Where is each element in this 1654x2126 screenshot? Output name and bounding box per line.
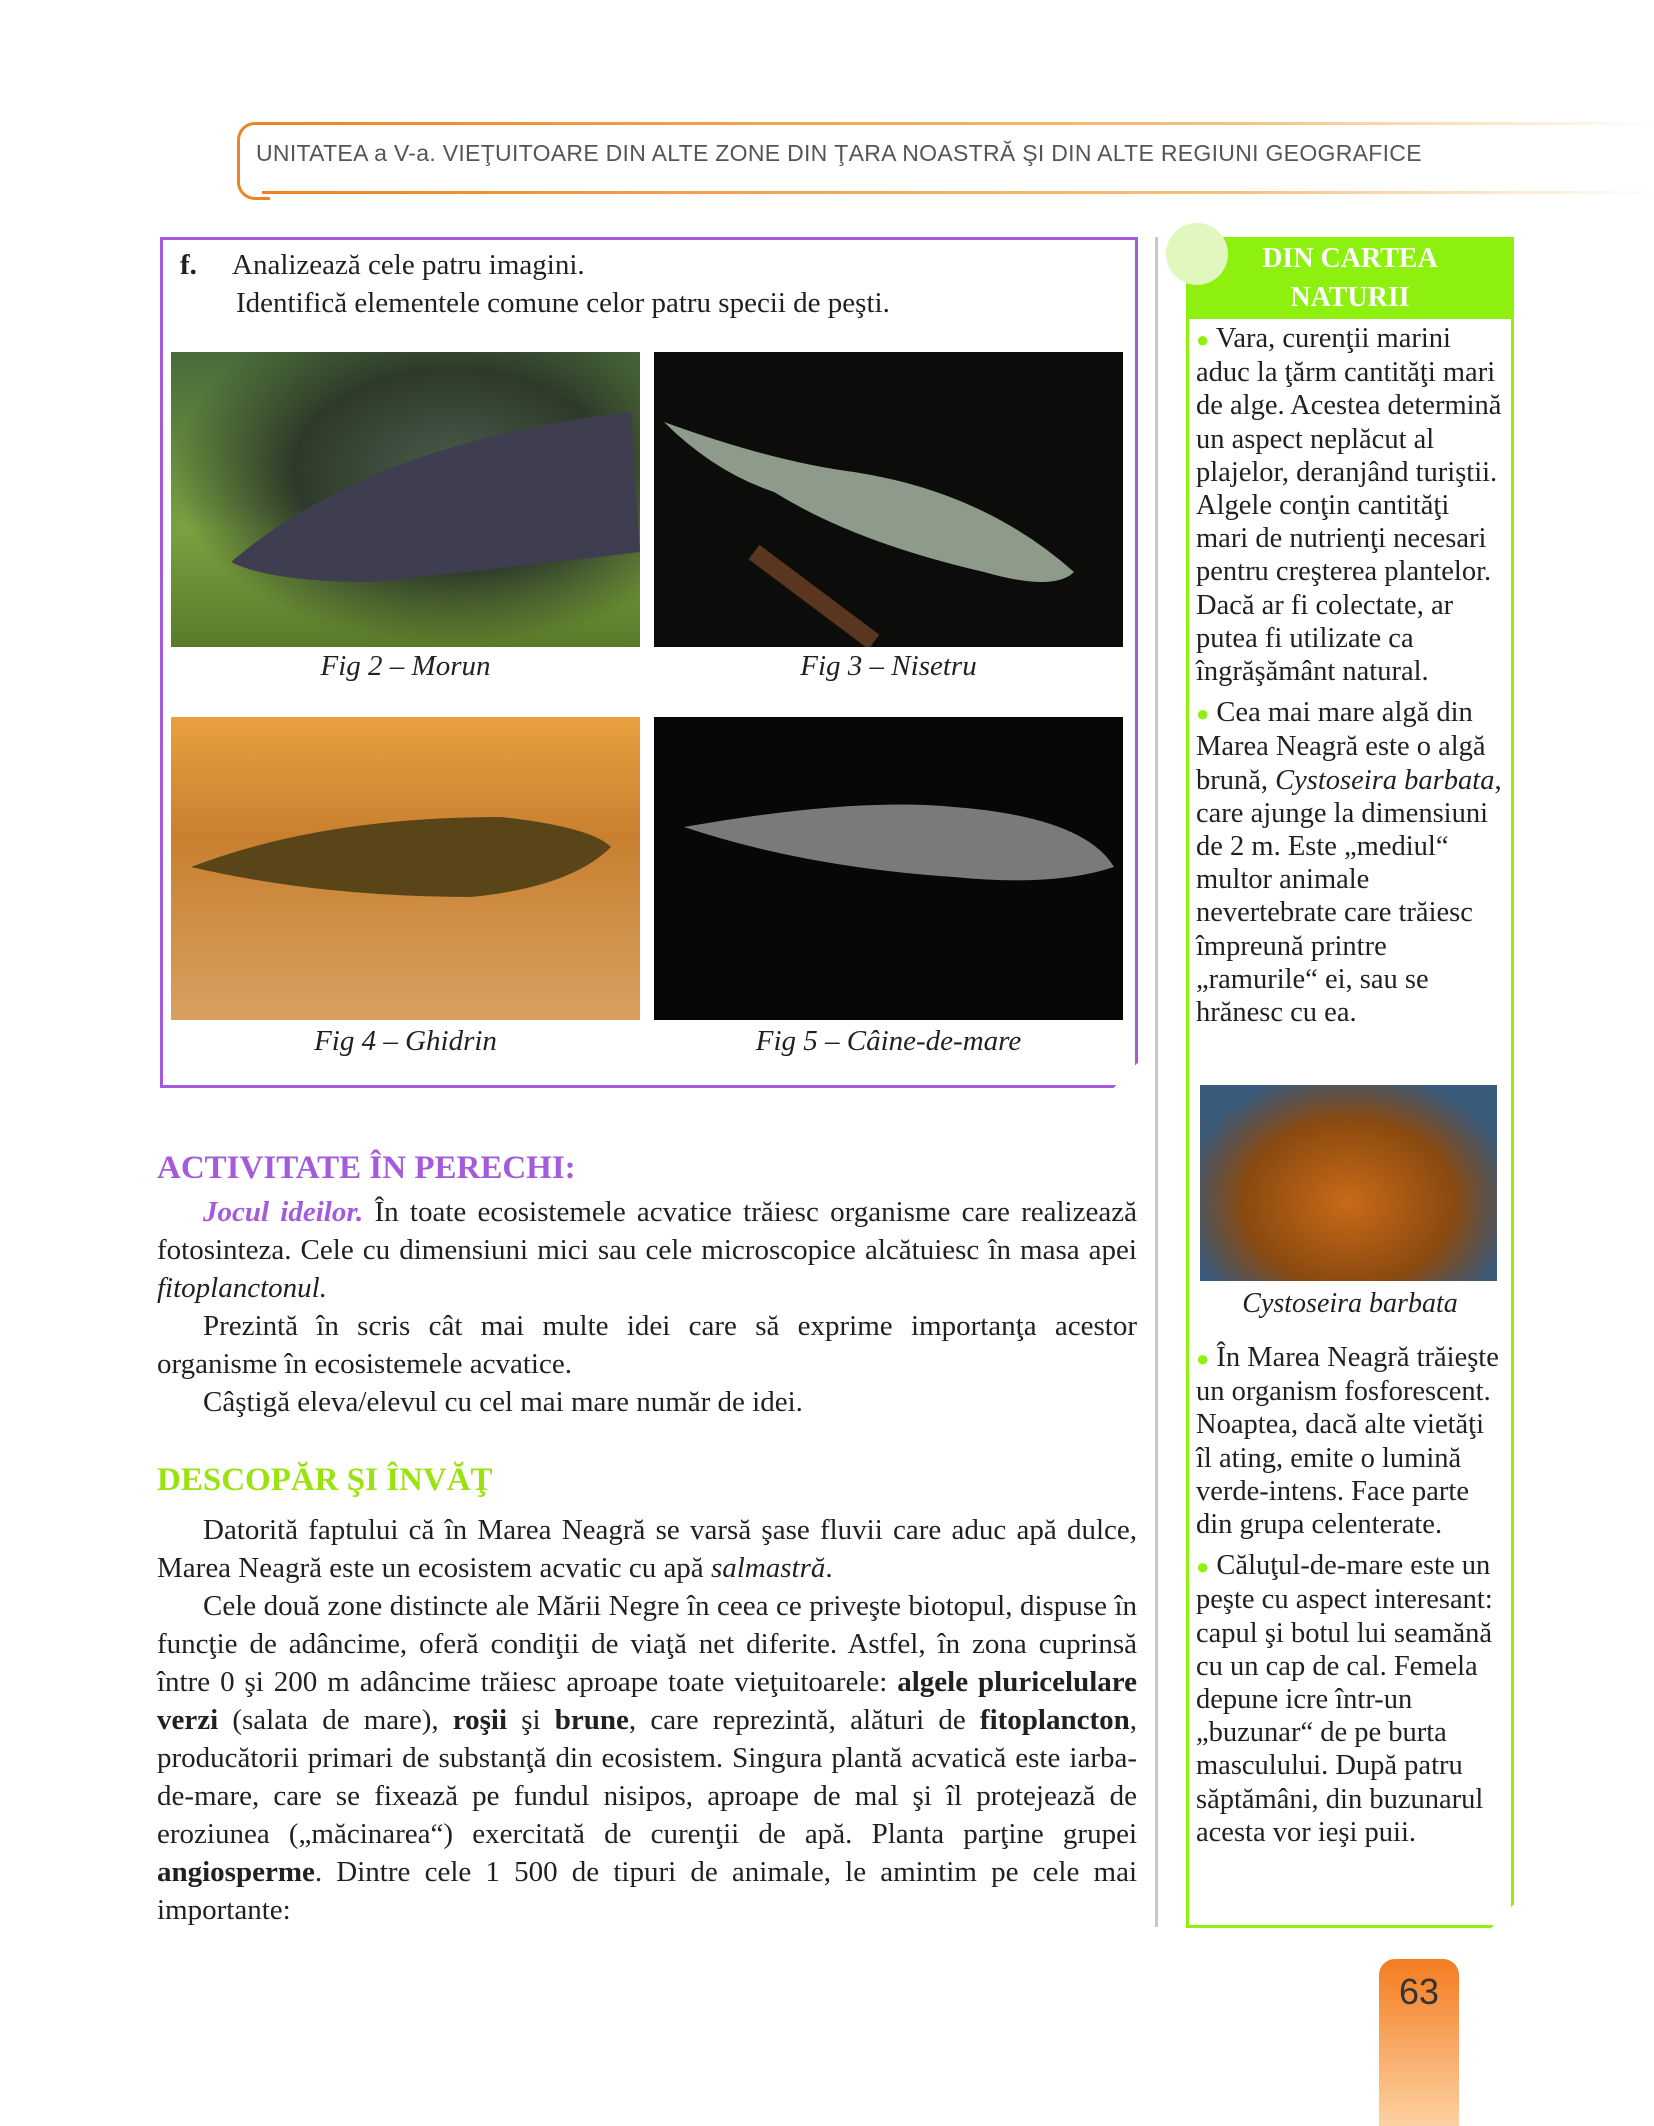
discover-p1: Datorită faptului că în Marea Neagră se varsă şase fluvii care aduc apă dulce, Marea Neagră este un ecosistem acvatic cu apă bbox=[157, 1514, 1137, 1584]
discover-text bbox=[157, 1511, 1137, 1929]
game-title: Jocul ideilor. bbox=[203, 1196, 364, 1228]
sidebar-facts-top bbox=[1196, 322, 1506, 1037]
bold-term: fitoplancton bbox=[979, 1704, 1130, 1736]
fact-1: Vara, curenţii marini aduc la ţărm cantităţi mari de alge. Acestea determină un aspect neplăcut al plajelor, deranjând turiştii. Algele conţin cantităţi mari de nutrienţi necesari pentru creşterea plantelor. Dacă ar fi colectate, ar putea fi utilizate ca îngrăşământ natural. bbox=[1196, 323, 1502, 688]
period: . bbox=[825, 1552, 833, 1584]
activity-heading: ACTIVITATE ÎN PERECHI: bbox=[157, 1150, 576, 1186]
task-letter: f. bbox=[180, 249, 197, 281]
unit-title: UNITATEA a V-a. VIEŢUITOARE DIN ALTE ZONE DIN ŢARA NOASTRĂ ŞI DIN ALTE REGIUNI GEOGRAFICE bbox=[256, 140, 1422, 166]
species-name: Cystoseira barbata bbox=[1275, 764, 1495, 796]
sidebar-title bbox=[1186, 237, 1514, 319]
discover-heading: DESCOPĂR ŞI ÎNVĂŢ bbox=[157, 1462, 493, 1498]
activity-p1: În toate ecosistemele acvatice trăiesc organisme care realizează fotosinteza. Cele cu dimensiuni mici sau cele microscopice alcătuiesc în masa apei bbox=[157, 1196, 1137, 1266]
bullet-icon: ● bbox=[1196, 1554, 1210, 1580]
activity-p2: Prezintă în scris cât mai multe idei care să exprime importanţa acestor organisme în ecosistemele acvatice. bbox=[157, 1310, 1137, 1380]
caine-de-mare-photo bbox=[654, 717, 1123, 1020]
nisetru-photo bbox=[654, 352, 1123, 647]
bullet-icon: ● bbox=[1196, 327, 1210, 352]
fig3-caption: Fig 3 – Nisetru bbox=[800, 650, 977, 682]
task-line2: Identifică elementele comune celor patru specii de peşti. bbox=[236, 287, 890, 319]
text: . Dintre cele 1 500 de tipuri de animale, le amintim pe cele mai importante: bbox=[157, 1856, 1137, 1926]
term-salmastra: salmastră bbox=[710, 1552, 826, 1584]
fact-2-rest: , care ajunge la dimensiuni de 2 m. Este „mediul“ multor animale nevertebrate care trăiesc împreună printre „ramurile“ ei, sau se hrănesc cu ea. bbox=[1196, 764, 1502, 1029]
morun-photo bbox=[171, 352, 640, 647]
fig2-caption: Fig 2 – Morun bbox=[320, 650, 491, 682]
fact-3: În Marea Neagră trăieşte un organism fosforescent. Noaptea, dacă alte vietăţi îl ating, emite o lumină verde-intens. Face parte din grupa celenterate. bbox=[1196, 1342, 1499, 1541]
fig5-caption: Fig 5 – Câine-de-mare bbox=[755, 1025, 1022, 1057]
text: şi bbox=[507, 1704, 555, 1736]
task-line1: Analizează cele patru imagini. bbox=[232, 249, 585, 281]
sidebar-title-line1: DIN CARTEA bbox=[1262, 243, 1438, 274]
text: (salata de mare), bbox=[218, 1704, 453, 1736]
activity-text bbox=[157, 1193, 1137, 1421]
ghidrin-photo bbox=[171, 717, 640, 1020]
decorative-circle bbox=[1166, 223, 1228, 285]
bold-term: angiosperme bbox=[157, 1856, 315, 1888]
bold-term: algele pluricelulare verzi bbox=[157, 1666, 1137, 1736]
bullet-icon: ● bbox=[1196, 701, 1210, 727]
text: , care reprezintă, alături de bbox=[628, 1704, 980, 1736]
fact-4: Căluţul-de-mare este un peşte cu aspect interesant: capul şi botul lui seamănă cu un cap de cal. Femela depune icre într-un „buzunar“ de pe burta masculului. După patru săptămâni, din buzunarul acesta vor ieşi puii. bbox=[1196, 1550, 1493, 1848]
sidebar-title-line2: NATURII bbox=[1290, 282, 1410, 313]
column-divider bbox=[1155, 237, 1158, 1927]
discover-p2: Cele două zone distincte ale Mării Negre în ceea ce priveşte biotopul, dispuse în funcţie de adâncime, oferă condiţii de viaţă net diferite. Astfel, în zona cuprinsă între 0 şi 200 m adâncime trăiesc aproape toate vieţuitoarele: bbox=[157, 1590, 1137, 1698]
task-f bbox=[180, 246, 890, 322]
cystoseira-caption: Cystoseira barbata bbox=[1242, 1288, 1458, 1319]
fig4-caption: Fig 4 – Ghidrin bbox=[314, 1025, 497, 1057]
fact-2: Cea mai mare algă din Marea Neagră este o algă brună, bbox=[1196, 697, 1486, 796]
activity-p3: Câştigă eleva/elevul cu cel mai mare număr de idei. bbox=[203, 1386, 803, 1418]
header-top-line bbox=[262, 122, 1654, 125]
cystoseira-photo bbox=[1200, 1085, 1497, 1281]
page-number: 63 bbox=[1379, 1959, 1459, 2126]
sidebar-facts-bottom bbox=[1196, 1341, 1506, 1857]
text: , producătorii primari de substanţă din ecosistem. Singura plantă acvatică este iarba-de-mare, care se fixează pe fundul nisipos, aproape de mal şi îl protejează de eroziunea („măcinarea“) exercitată de curenţii de apă. Planta parţine grupei bbox=[157, 1704, 1137, 1850]
header-bottom-line bbox=[262, 191, 1654, 194]
bold-term: roşii bbox=[452, 1704, 508, 1736]
bullet-icon: ● bbox=[1196, 1346, 1210, 1371]
bold-term: brune bbox=[554, 1704, 629, 1736]
activity-term: fitoplanctonul. bbox=[157, 1272, 327, 1304]
